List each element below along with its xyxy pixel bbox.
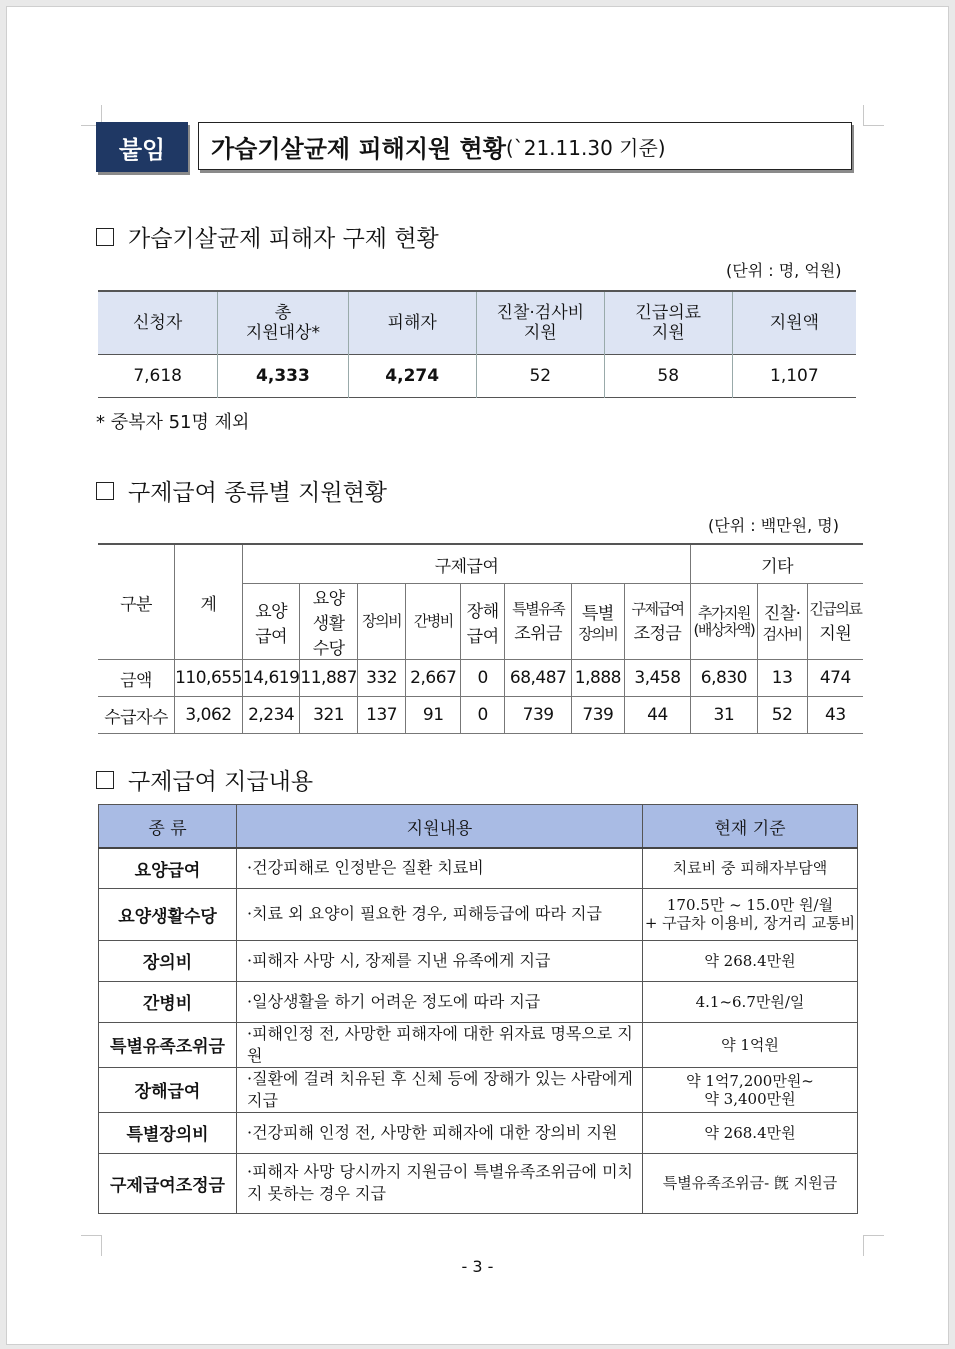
table-row: [98, 355, 856, 398]
standard-cell: 치료비 중 피해자부담액: [643, 848, 858, 888]
cell: 137: [357, 697, 405, 734]
page-corner-mark: [81, 1235, 102, 1256]
table-row: [99, 940, 858, 981]
cell: 332: [357, 660, 405, 697]
content-cell: ·건강피해로 인정받은 질환 치료비: [237, 848, 643, 888]
table-row: [98, 660, 863, 697]
standard-cell: 특별유족조위금- 旣 지원금: [643, 1153, 858, 1213]
subheader-cell: 특별유족 조위금: [505, 584, 572, 660]
content-cell: ·질환에 걸려 치유된 후 신체 등에 장해가 있는 사람에게 지급: [237, 1067, 643, 1112]
kind-cell: 요양생활수당: [99, 888, 237, 940]
content-cell: ·건강피해 인정 전, 사망한 피해자에 대한 장의비 지원: [237, 1112, 643, 1153]
cell: 1,107: [732, 355, 856, 398]
row-label: 금액: [98, 660, 175, 697]
cell: 0: [461, 697, 505, 734]
page-corner-mark: [863, 1235, 884, 1256]
subheader-cell: 요양 생활 수당: [300, 584, 357, 660]
subheader-cell: 특별 장의비: [571, 584, 624, 660]
cell: 321: [300, 697, 357, 734]
relief-status-table: [98, 290, 856, 398]
standard-cell: 4.1~6.7만원/일: [643, 981, 858, 1022]
section-title: 가습기살균제 피해자 구제 현황: [128, 226, 439, 252]
subheader-cell: 장의비: [357, 584, 405, 660]
standard-cell: 약 1억원: [643, 1022, 858, 1067]
header-cell: 피해자: [348, 291, 476, 355]
subheader-cell: 추가지원 (배상차액): [691, 584, 757, 660]
header-cell: 현재 기준: [643, 805, 858, 849]
table-row: [99, 1067, 858, 1112]
subheader-cell: 진찰· 검사비: [757, 584, 807, 660]
cell: 4,274: [348, 355, 476, 398]
cell: 52: [757, 697, 807, 734]
content-cell: ·피해자 사망 당시까지 지원금이 특별유족조위금에 미치지 못하는 경우 지급: [237, 1153, 643, 1213]
content-cell: ·일상생활을 하기 어려운 정도에 따라 지급: [237, 981, 643, 1022]
standard-cell: 약 268.4만원: [643, 940, 858, 981]
content-cell: ·피해인정 전, 사망한 피해자에 대한 위자료 명목으로 지원: [237, 1022, 643, 1067]
subheader-cell: 구제급여 조정금: [624, 584, 690, 660]
cell: 4,333: [218, 355, 348, 398]
kind-cell: 요양급여: [99, 848, 237, 888]
document-title: [198, 122, 852, 170]
content-cell: ·피해자 사망 시, 장제를 지낸 유족에게 지급: [237, 940, 643, 981]
header-cell: 긴급의료 지원: [604, 291, 732, 355]
section-heading-3: [96, 763, 313, 796]
standard-cell: 약 1억7,200만원~ 약 3,400만원: [643, 1067, 858, 1112]
standard-cell: 170.5만 ~ 15.0만 원/월 + 구급차 이용비, 장거리 교통비: [643, 888, 858, 940]
kind-cell: 간병비: [99, 981, 237, 1022]
kind-cell: 특별유족조위금: [99, 1022, 237, 1067]
checkbox-square-icon: [96, 228, 114, 246]
page-number: - 3 -: [461, 1257, 494, 1276]
cell: 3,458: [624, 660, 690, 697]
checkbox-square-icon: [96, 771, 114, 789]
header-cell: 계: [175, 544, 243, 660]
cell: 739: [505, 697, 572, 734]
cell: 44: [624, 697, 690, 734]
attachment-tag: 붙임: [96, 122, 188, 172]
cell: 68,487: [505, 660, 572, 697]
header-cell: 구분: [98, 544, 175, 660]
cell: 11,887: [300, 660, 357, 697]
cell: 1,888: [571, 660, 624, 697]
header-cell: 기타: [691, 544, 863, 584]
cell: 0: [461, 660, 505, 697]
header-cell: 지원액: [732, 291, 856, 355]
subheader-cell: 요양 급여: [242, 584, 299, 660]
cell: 2,234: [242, 697, 299, 734]
table-row: [99, 1153, 858, 1213]
table-row: [99, 848, 858, 888]
cell: 52: [476, 355, 604, 398]
cell: 13: [757, 660, 807, 697]
cell: 110,655: [175, 660, 243, 697]
footnote: * 중복자 51명 제외: [96, 412, 250, 433]
section-title: 구제급여 지급내용: [128, 769, 314, 795]
row-label: 수급자수: [98, 697, 175, 734]
cell: 31: [691, 697, 757, 734]
unit-label: (단위 : 명, 억원): [726, 261, 842, 280]
cell: 58: [604, 355, 732, 398]
cell: 6,830: [691, 660, 757, 697]
payment-content-table: [98, 804, 858, 1214]
kind-cell: 장해급여: [99, 1067, 237, 1112]
subheader-cell: 간병비: [406, 584, 461, 660]
header-cell: 신청자: [98, 291, 218, 355]
benefit-type-table: [98, 543, 863, 734]
cell: 2,667: [406, 660, 461, 697]
header-cell: 진찰·검사비 지원: [476, 291, 604, 355]
table-row: [98, 697, 863, 734]
title-main: 가습기살균제 피해지원 현황: [211, 134, 506, 163]
kind-cell: 특별장의비: [99, 1112, 237, 1153]
table-row: [99, 888, 858, 940]
header-cell: 지원내용: [237, 805, 643, 849]
kind-cell: 구제급여조정금: [99, 1153, 237, 1213]
cell: 739: [571, 697, 624, 734]
table-row: [99, 981, 858, 1022]
header-cell: 구제급여: [242, 544, 690, 584]
table-row: [99, 1022, 858, 1067]
cell: 474: [807, 660, 863, 697]
cell: 43: [807, 697, 863, 734]
subheader-cell: 긴급의료 지원: [807, 584, 863, 660]
subheader-cell: 장해 급여: [461, 584, 505, 660]
cell: 7,618: [98, 355, 218, 398]
checkbox-square-icon: [96, 482, 114, 500]
standard-cell: 약 268.4만원: [643, 1112, 858, 1153]
kind-cell: 장의비: [99, 940, 237, 981]
page-corner-mark: [863, 105, 884, 126]
unit-label: (단위 : 백만원, 명): [708, 516, 839, 535]
cell: 14,619: [242, 660, 299, 697]
header-cell: 종 류: [99, 805, 237, 849]
cell: 3,062: [175, 697, 243, 734]
cell: 91: [406, 697, 461, 734]
section-heading-1: [96, 220, 439, 253]
table-row: [99, 1112, 858, 1153]
header-cell: 총 지원대상*: [218, 291, 348, 355]
content-cell: ·치료 외 요양이 필요한 경우, 피해등급에 따라 지급: [237, 888, 643, 940]
section-heading-2: [96, 474, 387, 507]
title-date: (`21.11.30 기준): [505, 135, 666, 160]
section-title: 구제급여 종류별 지원현황: [128, 480, 388, 506]
